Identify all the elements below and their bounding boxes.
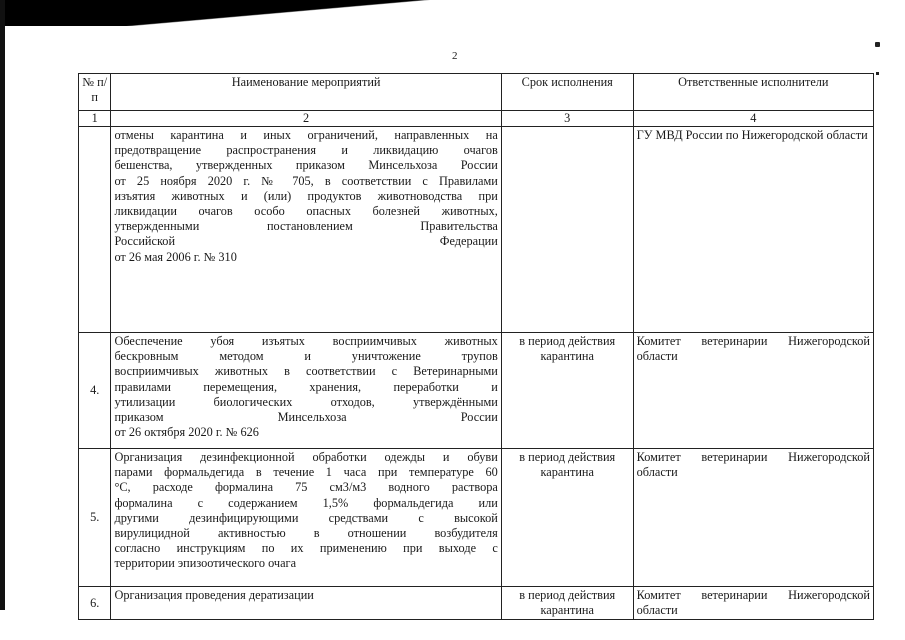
text-line: от 26 октября 2020 г. № 626 [114, 425, 259, 440]
text-line: вирулицидной активностью в отношении возбудителя [114, 526, 498, 541]
text-line: формалина с содержанием 1,5% формальдегида или [114, 495, 498, 510]
responsible-cell [633, 333, 873, 449]
responsible-cell [633, 449, 873, 587]
scan-shadow-left [0, 0, 5, 610]
column-number: 1 [79, 111, 111, 127]
table-row [79, 587, 874, 620]
responsible-cell [633, 587, 873, 620]
text-line: утвержденными постановлением Правительства [114, 219, 498, 234]
responsible-cell: ГУ МВД России по Нижегородской области [633, 127, 873, 333]
text-line: бескровным методом и уничтожение трупов [114, 349, 498, 364]
term-cell [501, 127, 633, 333]
column-number: 3 [501, 111, 633, 127]
text-line: от 25 ноября 2020 г. № 705, в соответствии с Правилами [114, 173, 498, 188]
text-line: правилами перемещения, хранения, переработки и [114, 379, 498, 394]
text-line: парами формальдегида в течение 1 часа при температуре 60 [114, 465, 498, 480]
text-line: изъятия животных и (или) продуктов животноводства при [114, 188, 498, 203]
text-line: отмены карантина и иных ограничений, направленных на [114, 128, 498, 142]
text-line: бешенства, утвержденных приказом Минсельхоза России [114, 158, 498, 173]
table-row [79, 333, 874, 449]
measure-description [111, 333, 501, 449]
measure-description [111, 587, 501, 620]
text-line: согласно инструкциям по их применению при выходе с [114, 541, 498, 556]
scan-shadow-top [0, 0, 905, 26]
column-number: 2 [111, 111, 501, 127]
row-number [79, 127, 111, 333]
row-number: 6. [79, 587, 111, 620]
text-line: Обеспечение убоя изъятых восприимчивых животных [114, 334, 498, 348]
text-line: восприимчивых животных в соответствии с Ветеринарными [114, 364, 498, 379]
page-number: 2 [452, 50, 458, 62]
scan-speck [876, 72, 879, 75]
header-name: Наименование мероприятий [111, 74, 501, 111]
measures-table [78, 73, 874, 620]
header-no: № п/п [79, 74, 111, 111]
table-row [79, 449, 874, 587]
header-term: Срок исполнения [501, 74, 633, 111]
measure-description [111, 127, 501, 333]
column-number: 4 [633, 111, 873, 127]
scan-speck [875, 42, 880, 47]
term-cell: в период действия карантина [501, 587, 633, 620]
text-line: предотвращение распространения и ликвидацию очагов [114, 143, 498, 158]
table-header-row [79, 74, 874, 111]
table-row [79, 127, 874, 333]
measure-description [111, 449, 501, 587]
text-line: Комитет ветеринарии Нижегородской области [636, 450, 870, 480]
text-line: другими дезинфицирующими средствами с высокой [114, 510, 498, 525]
text-line: Российской Федерации [114, 234, 498, 249]
row-number: 4. [79, 333, 111, 449]
text-line: Комитет ветеринарии Нижегородской области [636, 588, 870, 618]
text-line: территории эпизоотического очага [114, 556, 297, 571]
text-line: ликвидации очагов особо опасных болезней животных, [114, 204, 498, 219]
row-number: 5. [79, 449, 111, 587]
text-line: утилизации биологических отходов, утверждёнными [114, 394, 498, 409]
text-line: Организация дезинфекционной обработки одежды и обуви [114, 450, 498, 464]
term-cell: в период действия карантина [501, 449, 633, 587]
header-responsible: Ответственные исполнители [633, 74, 873, 111]
text-line: °С, расходе формалина 75 см3/м3 водного раствора [114, 480, 498, 495]
text-line: Организация проведения дератизации [114, 588, 314, 602]
text-line: приказом Минсельхоза России [114, 410, 498, 425]
text-line: Комитет ветеринарии Нижегородской области [636, 334, 870, 364]
term-cell: в период действия карантина [501, 333, 633, 449]
column-number-row [79, 111, 874, 127]
text-line: от 26 мая 2006 г. № 310 [114, 249, 237, 264]
